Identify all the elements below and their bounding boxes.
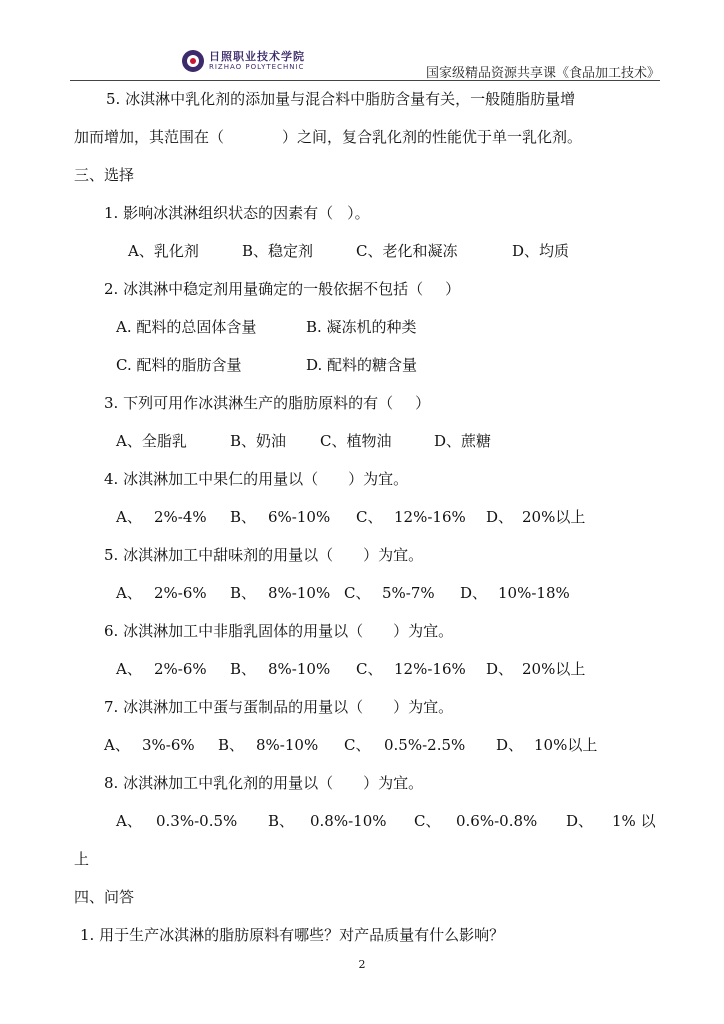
option-a-letter: A、 — [116, 508, 142, 526]
option-b: B、奶油 — [230, 432, 287, 450]
question-stem: 4. 冰淇淋加工中果仁的用量以（ — [104, 470, 319, 488]
option-d-value: 20%以上 — [522, 660, 586, 678]
school-logo — [182, 46, 305, 76]
choice-question-3 — [104, 396, 430, 411]
option-a-letter: A、 — [116, 812, 142, 830]
option-a-value: 0.3%-0.5% — [156, 812, 238, 830]
option-c-letter: C、 — [344, 736, 371, 754]
choice-question-6 — [104, 624, 453, 639]
question-stem: 1. 影响冰淇淋组织状态的因素有（ — [104, 204, 334, 222]
choice-question-8 — [104, 776, 423, 791]
option-a-letter: A、 — [104, 736, 130, 754]
option-c-value: 12%-16% — [394, 508, 466, 526]
option-a-value: 2%-6% — [154, 584, 207, 602]
question-stem: 3. 下列可用作冰淇淋生产的脂肪原料的有（ — [104, 394, 394, 412]
option-d: D、蔗糖 — [434, 432, 492, 450]
option-b-letter: B、 — [268, 812, 295, 830]
option-d-letter: D、 — [496, 736, 524, 754]
option-a-value: 2%-6% — [154, 660, 207, 678]
question-8-options-wrap: 上 — [74, 850, 90, 868]
question-stem-end: ）。 — [347, 204, 370, 222]
question-stem-end: ）为宜。 — [393, 622, 454, 640]
fill-question-5-line-2 — [74, 130, 582, 145]
option-b: B. 凝冻机的种类 — [306, 318, 417, 336]
option-d-letter: D、 — [566, 812, 594, 830]
essay-question-1: 1. 用于生产冰淇淋的脂肪原料有哪些？对产品质量有什么影响？ — [80, 926, 505, 944]
option-b-value: 8%-10% — [256, 736, 319, 754]
option-d-letter: D、 — [486, 508, 514, 526]
choice-question-7 — [104, 700, 453, 715]
option-d-value: 10%以上 — [534, 736, 598, 754]
option-c-value: 12%-16% — [394, 660, 466, 678]
question-stem: 6. 冰淇淋加工中非脂乳固体的用量以（ — [104, 622, 364, 640]
option-b-letter: B、 — [230, 508, 257, 526]
option-b-value: 6%-10% — [268, 508, 331, 526]
fill-question-5-text-b: ）之间，复合乳化剂的性能优于单一乳化剂。 — [282, 128, 583, 146]
option-a: A、全脂乳 — [116, 432, 187, 450]
question-stem: 2. 冰淇淋中稳定剂用量确定的一般依据不包括（ — [104, 280, 424, 298]
option-c: C. 配料的脂肪含量 — [116, 356, 242, 374]
option-c-value: 0.6%-0.8% — [456, 812, 538, 830]
option-c: C、老化和凝冻 — [356, 242, 458, 260]
option-c-letter: C、 — [414, 812, 441, 830]
question-stem-end: ） — [445, 280, 461, 298]
option-b-letter: B、 — [230, 584, 257, 602]
option-d-value: 10%-18% — [498, 584, 570, 602]
question-1-options — [0, 244, 724, 264]
page-header — [70, 44, 660, 80]
question-stem-end: ） — [415, 394, 431, 412]
question-stem: 7. 冰淇淋加工中蛋与蛋制品的用量以（ — [104, 698, 364, 716]
option-a-letter: A、 — [116, 584, 142, 602]
school-name-en: RIZHAO POLYTECHNIC — [209, 63, 305, 71]
question-stem-end: ）为宜。 — [363, 546, 424, 564]
question-3-options — [0, 434, 724, 454]
option-c-value: 0.5%-2.5% — [384, 736, 466, 754]
option-a-value: 3%-6% — [142, 736, 195, 754]
question-4-options — [0, 510, 724, 530]
question-6-options — [0, 662, 724, 682]
option-b-value: 8%-10% — [268, 584, 331, 602]
option-c-value: 5%-7% — [382, 584, 435, 602]
option-b-value: 8%-10% — [268, 660, 331, 678]
header-divider — [70, 80, 660, 81]
option-d: D. 配料的糖含量 — [306, 356, 418, 374]
option-b-value: 0.8%-10% — [310, 812, 387, 830]
option-b: B、稳定剂 — [242, 242, 314, 260]
page-number: 2 — [358, 958, 366, 971]
section-4-title: 四、问答 — [74, 888, 135, 906]
course-title: 国家级精品资源共享课《食品加工技术》 — [425, 66, 660, 81]
option-d-value: 1% 以 — [612, 812, 656, 830]
question-5-options — [0, 586, 724, 606]
fill-question-5-text-a: 加而增加，其范围在（ — [74, 128, 225, 146]
section-3-title: 三、选择 — [74, 166, 135, 184]
question-stem: 8. 冰淇淋加工中乳化剂的用量以（ — [104, 774, 334, 792]
option-c-letter: C、 — [356, 660, 383, 678]
option-d-value: 20%以上 — [522, 508, 586, 526]
question-8-options — [0, 814, 724, 834]
question-7-options — [0, 738, 724, 758]
choice-question-1 — [104, 206, 370, 221]
option-a-letter: A、 — [116, 660, 142, 678]
question-stem-end: ）为宜。 — [348, 470, 409, 488]
option-d: D、均质 — [512, 242, 570, 260]
question-2-options-row-1 — [0, 320, 724, 340]
option-c-letter: C、 — [344, 584, 371, 602]
option-a: A. 配料的总固体含量 — [116, 318, 257, 336]
choice-question-5 — [104, 548, 423, 563]
school-emblem-icon — [182, 50, 204, 72]
option-a-value: 2%-4% — [154, 508, 207, 526]
option-b-letter: B、 — [230, 660, 257, 678]
option-d-letter: D、 — [486, 660, 514, 678]
option-c: C、植物油 — [320, 432, 392, 450]
choice-question-4 — [104, 472, 408, 487]
school-name-cn: 日照职业技术学院 — [209, 50, 305, 63]
option-b-letter: B、 — [218, 736, 245, 754]
option-d-letter: D、 — [460, 584, 488, 602]
question-2-options-row-2 — [0, 358, 724, 378]
option-a: A、乳化剂 — [128, 242, 199, 260]
option-c-letter: C、 — [356, 508, 383, 526]
choice-question-2 — [104, 282, 460, 297]
fill-question-5-line-1: 5. 冰淇淋中乳化剂的添加量与混合料中脂肪含量有关，一般随脂肪量增 — [106, 90, 576, 108]
question-stem-end: ）为宜。 — [393, 698, 454, 716]
question-stem: 5. 冰淇淋加工中甜味剂的用量以（ — [104, 546, 334, 564]
question-stem-end: ）为宜。 — [363, 774, 424, 792]
